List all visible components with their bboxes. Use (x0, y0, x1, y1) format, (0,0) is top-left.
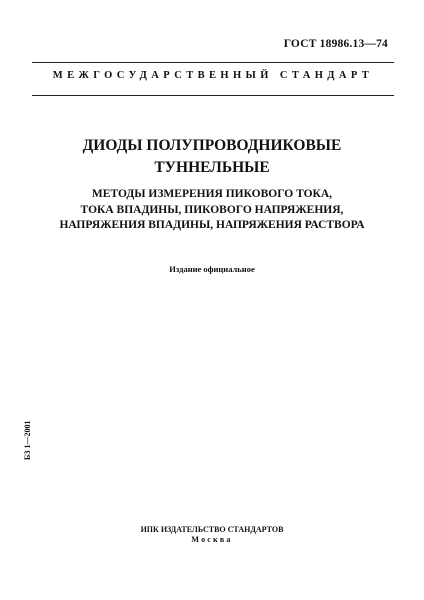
title-line: ТУННЕЛЬНЫЕ (154, 159, 270, 176)
standard-type-heading: МЕЖГОСУДАРСТВЕННЫЙ СТАНДАРТ (52, 70, 374, 81)
publisher-block (20, 525, 404, 545)
side-code: БЗ 1—2001 (23, 420, 32, 460)
header-rule-bottom (32, 95, 394, 96)
document-subtitle (20, 187, 404, 234)
title-line: ДИОДЫ ПОЛУПРОВОДНИКОВЫЕ (82, 137, 342, 154)
header-rule-top (32, 62, 394, 63)
document-title (20, 135, 404, 179)
subtitle-line: МЕТОДЫ ИЗМЕРЕНИЯ ПИКОВОГО ТОКА, (91, 188, 333, 200)
edition-note: Издание официальное (169, 264, 255, 274)
subtitle-line: НАПРЯЖЕНИЯ ВПАДИНЫ, НАПРЯЖЕНИЯ РАСТВОРА (59, 219, 365, 231)
gost-number: ГОСТ 18986.13—74 (283, 38, 388, 50)
publisher-name: ИПК ИЗДАТЕЛЬСТВО СТАНДАРТОВ (140, 525, 284, 534)
subtitle-line: ТОКА ВПАДИНЫ, ПИКОВОГО НАПРЯЖЕНИЯ, (80, 203, 344, 216)
publisher-city: Москва (191, 535, 233, 544)
